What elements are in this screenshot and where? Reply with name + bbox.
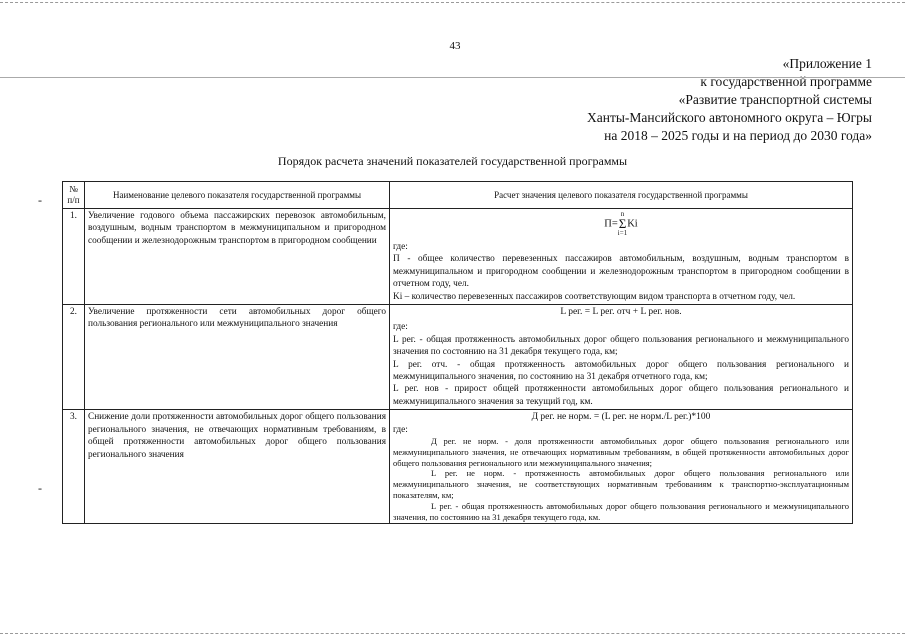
row-calc	[390, 209, 853, 305]
appendix-line-2: к государственной программе	[700, 74, 872, 89]
row-calc	[390, 410, 853, 524]
row-calc	[390, 305, 853, 410]
table-row	[63, 410, 853, 524]
appendix-header	[587, 55, 872, 145]
where-label: где:	[393, 322, 408, 333]
page-number: 43	[449, 40, 461, 52]
appendix-line-5: на 2018 – 2025 годы и на период до 2030 года»	[604, 128, 872, 143]
row-name: Снижение доли протяженности автомобильных дорог общего пользования регионального значения, не отвечающих нормативным требованиям, в общей протяженности автомобильных дорог общего пользования регионального значения	[85, 410, 390, 524]
horizontal-rule	[0, 77, 905, 78]
table-row	[63, 305, 853, 410]
definition-line: П - общее количество перевезенных пассажиров автомобильным, воздушным, водным транспортом в межмуниципальном и пригородном сообщении и железнодорожным транспортом в пригородном сообщении в отчетном году, чел.	[393, 254, 849, 290]
margin-mark: -	[38, 193, 42, 207]
formula-term: Ki	[627, 218, 638, 230]
header-calc: Расчет значения целевого показателя государственной программы	[390, 182, 853, 209]
table-row	[63, 209, 853, 305]
definition-line: L рег. - общая протяженность автомобильных дорог общего пользования регионального и межмуниципального значения, по состоянию на 31 декабря текущего года, км.	[393, 500, 849, 522]
definition-line: Д рег. не норм. - доля протяженности автомобильных дорог общего пользования регионального или межмуниципального значения, не отвечающих нормативным требованиям, в общей протяженности автомобильных дорог общего пользования регионального или межмуниципального значения;	[393, 436, 849, 468]
where-label: где:	[393, 242, 408, 252]
sum-lower: i=1	[617, 229, 628, 237]
top-scan-edge	[0, 2, 905, 3]
header-name: Наименование целевого показателя государственной программы	[85, 182, 390, 209]
formula: Д рег. не норм. = (L рег. не норм./L рег.)*100	[531, 412, 711, 423]
table-header-row	[63, 182, 853, 209]
sum-upper: n	[620, 210, 625, 218]
appendix-line-3: «Развитие транспортной системы	[678, 92, 872, 107]
definition-line: Ki – количество перевезенных пассажиров соответствующим видом транспорта в отчетном году, чел.	[393, 291, 796, 302]
definition-line: L рег. - общая протяженность автомобильных дорог общего пользования регионального и межмуниципального значения по состоянию на 31 декабря текущего года, км;	[393, 334, 849, 358]
row-name: Увеличение протяженности сети автомобильных дорог общего пользования регионального или межмуниципального значения	[85, 305, 390, 410]
row-name: Увеличение годового объема пассажирских перевозок автомобильным, воздушным, водным транспортом в межмуниципальном и пригородном сообщении и железнодорожным транспортом в пригородном сообщении	[85, 209, 390, 305]
bottom-scan-edge	[0, 633, 905, 634]
row-num: 2.	[63, 305, 85, 410]
appendix-line-1: «Приложение 1	[782, 56, 872, 71]
appendix-line-4: Ханты-Мансийского автономного округа – Югры	[587, 110, 872, 125]
header-num: № п/п	[63, 182, 85, 209]
margin-mark: -	[38, 481, 42, 495]
row-num: 3.	[63, 410, 85, 524]
indicators-table	[62, 181, 853, 524]
definition-line: L рег. отч. - общая протяженность автомобильных дорог общего пользования регионального и межмуниципального значения, по состоянию на 31 декабря отчетного года, км;	[393, 359, 849, 383]
definition-line: L рег. нов - прирост общей протяженности автомобильных дорог общего пользования регионального и межмуниципального значения за текущий год, км.	[393, 384, 849, 407]
sum-sign	[618, 211, 627, 237]
sigma-symbol: Σ	[618, 216, 627, 231]
definition-line: L рег. не норм. - протяженность автомобильных дорог общего пользования регионального или межмуниципального значения, не соответствующих нормативным требованиям к транспортно-эксплуатационным показателям, км;	[393, 468, 849, 501]
formula	[393, 211, 849, 237]
where-label: где:	[393, 424, 408, 435]
row-num: 1.	[63, 209, 85, 305]
document-title: Порядок расчета значений показателей государственной программы	[277, 154, 628, 168]
formula: L рег. = L рег. отч + L рег. нов.	[560, 307, 682, 318]
formula-lhs: П=	[604, 218, 618, 230]
